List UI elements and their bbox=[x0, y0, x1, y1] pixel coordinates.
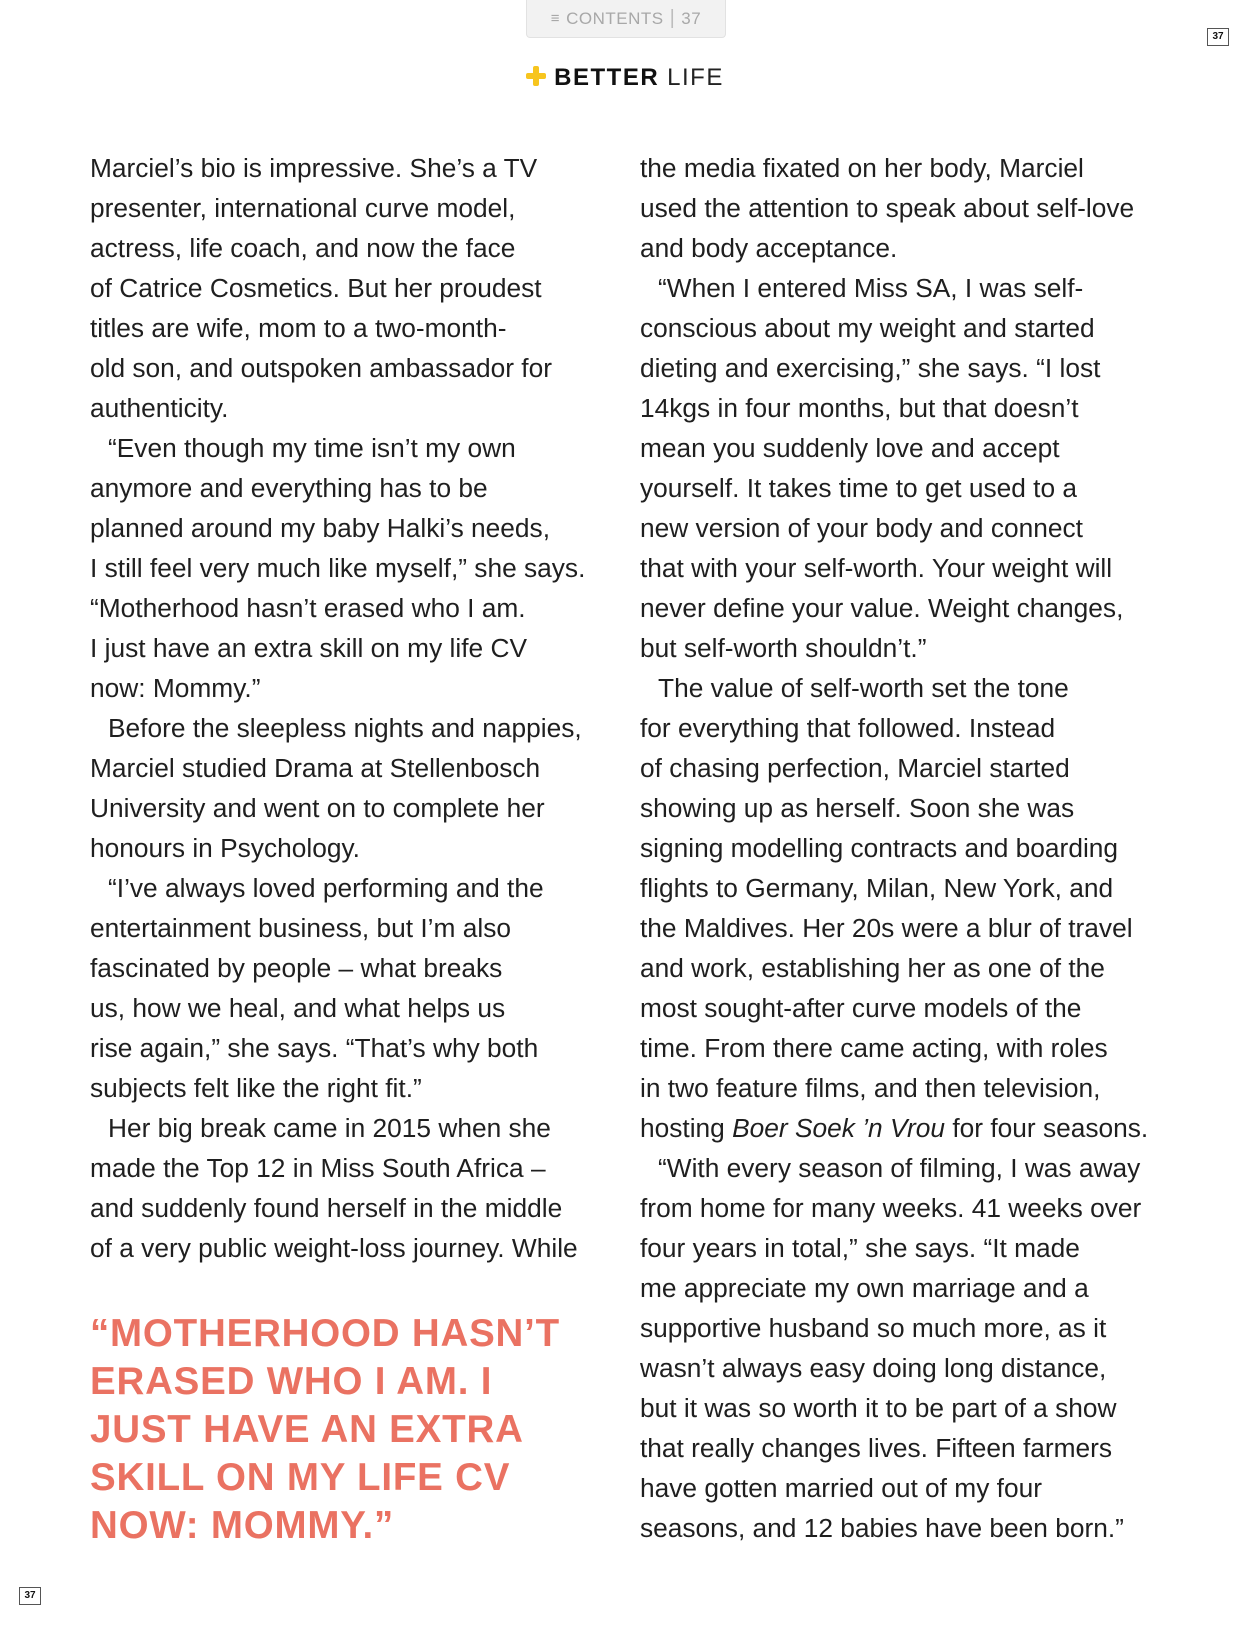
text-run: for four seasons. bbox=[945, 1113, 1149, 1143]
paragraph: “With every season of filming, I was away from home for many weeks. 41 weeks over four years in total,” she says. “It made me appreciate my own marriage and a supportive husband so much more, as it wasn’t always easy doing long distance, but it was so worth it to be part of a show that really changes lives. Fifteen farmers have gotten married out of my four seasons, and 12 babies have been born.” bbox=[640, 1153, 1142, 1543]
page-number-box-top[interactable]: 37 bbox=[1207, 28, 1229, 46]
paragraph-line bbox=[640, 1108, 1170, 1148]
divider: | bbox=[669, 7, 676, 29]
page-number-box-bottom[interactable]: 37 bbox=[19, 1587, 41, 1605]
text-run: hosting bbox=[640, 1113, 733, 1143]
section-title-bold: BETTER bbox=[554, 64, 660, 91]
contents-page-number: 37 bbox=[681, 8, 702, 28]
paragraph: The value of self-worth set the tone for everything that followed. Instead of chasing perfection, Marciel started showing up as herself. Soon she was signing modelling contracts and boarding flights to Germany, Milan, New York, and the Maldives. Her 20s were a blur of travel and work, establishing her as one of the most sought-after curve models of the time. From there came acting, with roles in two feature films, and then television, bbox=[640, 673, 1133, 1103]
paragraph: “When I entered Miss SA, I was self- conscious about my weight and started dieting and exercising,” she says. “I lost 14kgs in four months, but that doesn’t mean you suddenly love and accept yourself. It takes time to get used to a new version of your body and connect that with your self-worth. Your weight will never define your value. Weight changes, but self-worth shouldn’t.” bbox=[640, 273, 1124, 663]
paragraph: the media fixated on her body, Marciel used the attention to speak about self-love and body acceptance. bbox=[640, 153, 1135, 263]
paragraph: Marciel’s bio is impressive. She’s a TV presenter, international curve model, actress, life coach, and now the face of Catrice Cosmetics. But her proudest titles are wife, mom to a two-month- old son, and outspoken ambassador for authenticity. bbox=[90, 153, 552, 423]
paragraph: “Even though my time isn’t my own anymore and everything has to be planned around my baby Halki’s needs, I still feel very much like myself,” she says. “Motherhood hasn’t erased who I am. I just have an extra skill on my life CV now: Mommy.” bbox=[90, 433, 586, 703]
paragraph: Her big break came in 2015 when she made the Top 12 in Miss South Africa – and suddenly found herself in the middle of a very public weight-loss journey. While bbox=[90, 1113, 578, 1263]
article-column-left bbox=[90, 148, 608, 1268]
paragraph: Before the sleepless nights and nappies, Marciel studied Drama at Stellenbosch University and went on to complete her honours in Psychology. bbox=[90, 713, 582, 863]
article-column-right bbox=[640, 148, 1170, 1548]
paragraph: “I’ve always loved performing and the entertainment business, but I’m also fascinated by people – what breaks us, how we heal, and what helps us rise again,” she says. “That’s why both subjects felt like the right fit.” bbox=[90, 873, 544, 1103]
contents-label: CONTENTS bbox=[566, 8, 664, 28]
show-title: Boer Soek ’n Vrou bbox=[732, 1113, 946, 1143]
section-title-light: LIFE bbox=[667, 64, 724, 91]
plus-icon bbox=[526, 66, 546, 86]
pull-quote: “MOTHERHOOD HASN’T ERASED WHO I AM. I JUST HAVE AN EXTRA SKILL ON MY LIFE CV NOW: MOMMY.” bbox=[90, 1312, 560, 1547]
menu-icon: ≡ bbox=[550, 10, 561, 27]
section-header bbox=[0, 64, 1250, 92]
contents-nav-button[interactable] bbox=[526, 0, 726, 38]
